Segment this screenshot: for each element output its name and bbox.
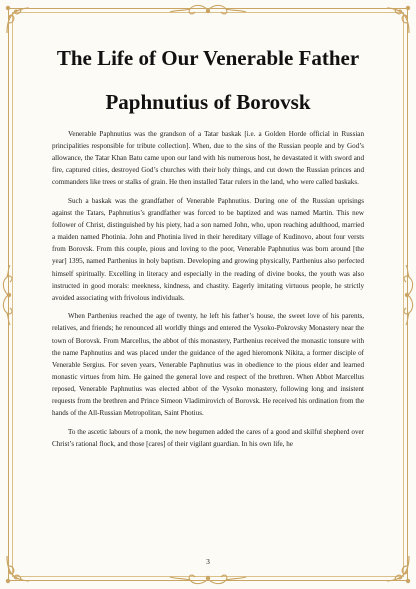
paragraph: When Parthenius reached the age of twenty, he left his father’s house, the sweet love of his parents, relatives, and friends; he renounced all worldly things and entered the Vysoko-Pokrovsky Monastery near the town of Borovsk. From Marcellus, the abbot of this monastery, Parthenius received the monastic tonsure with the name Paphnutius and was placed under the guidance of the aged hieromonk Nikita, a former disciple of Venerable Sergius. For seven years, Venerable Paphnutius was in obedience to the pious elder and learned monastic virtues from him. He gained the general love and respect of the brethren. When Abbot Marcellus reposed, Venerable Paphnutius was elected abbot of the Vysoko monastery, following long and insistent requests from the brethren and Prince Simeon Vladimirovich of Borovsk. He received his ordination from the hands of the All-Russian Metropolitan, Saint Photius. [52,312,364,418]
title-line-2: Paphnutius of Borovsk [105,90,311,114]
scroll-ornament-icon [400,265,416,325]
corner-flourish-icon [3,3,37,37]
title-line-1: The Life of Our Venerable Father [56,46,360,70]
scroll-ornament-icon [168,571,248,587]
paragraph: Venerable Paphnutius was the grandson of a Tatar baskak [i.e. a Golden Horde official in Russian principalities responsible for tribute collection]. When, due to the sins of the Russian people and by God’s allowance, the Tatar Khan Batu came upon our land with his numerous host, he devastated it with sword and fire, captured cities, destroyed God’s churches with their holy things, and cut down the Russian princes and commanders like trees or stalks of grain. He then installed Tatar rulers in the land, who were called baskaks. [52,130,364,187]
page-title [40,36,376,124]
body-text [52,128,364,456]
scroll-ornament-icon [0,265,16,325]
scroll-ornament-icon [168,2,248,18]
page-number: 3 [206,557,210,566]
paragraph: Such a baskak was the grandfather of Venerable Paphnutius. During one of the Russian uprisings against the Tatars, Paphnutius’s grandfather was forced to be baptized and was named Martin. This new follower of Christ, distinguished by his piety, had a son named John, who, upon reaching adulthood, married a maiden named Photinia. John and Photinia lived in their hereditary village of Kudinovo, about four versts from Borovsk. From this couple, pious and loving to the poor, Venerable Paphnutius was born around [the year] 1395, named Parthenius in holy baptism. Developing and growing physically, Parthenius also perfected himself spiritually. Excelling in literacy and especially in the reading of divine books, the youth was also instructed in good morals: meekness, kindness, and chastity. Eagerly imitating virtuous people, he strictly avoided associating with frivolous individuals. [52,196,364,302]
paragraph: To the ascetic labours of a monk, the new hegumen added the cares of a good and skilful shepherd over Christ’s rational flock, and those [cares] of their vigilant guardian. In his own life, he [52,427,364,448]
corner-flourish-icon [379,3,413,37]
